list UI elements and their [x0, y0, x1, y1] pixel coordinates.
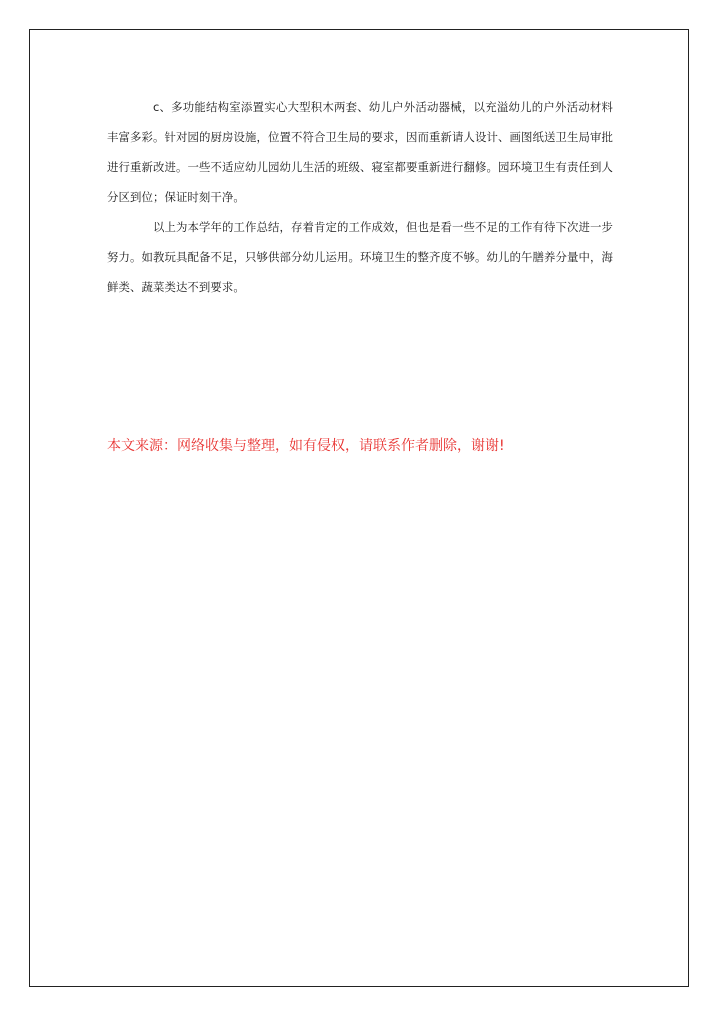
source-disclaimer: 本文来源：网络收集与整理，如有侵权，请联系作者删除，谢谢! [107, 438, 505, 454]
paragraph-facilities: c、多功能结构室添置实心大型积木两套、幼儿户外活动器械，以充溢幼儿的户外活动材料丰富多彩。针对园的厨房设施，位置不符合卫生局的要求，因而重新请人设计、画图纸送卫生局审批进行重新改进。一些不适应幼儿园幼儿生活的班级、寝室都要重新进行翻修。园环境卫生有责任到人分区到位；保证时刻干净。 [107, 100, 613, 204]
document-body [107, 92, 613, 302]
paragraph-summary: 以上为本学年的工作总结，存着肯定的工作成效，但也是看一些不足的工作有待下次进一步努力。如教玩具配备不足，只够供部分幼儿运用。环境卫生的整齐度不够。幼儿的午膳养分量中，海鲜类、蔬菜类达不到要求。 [107, 220, 613, 294]
